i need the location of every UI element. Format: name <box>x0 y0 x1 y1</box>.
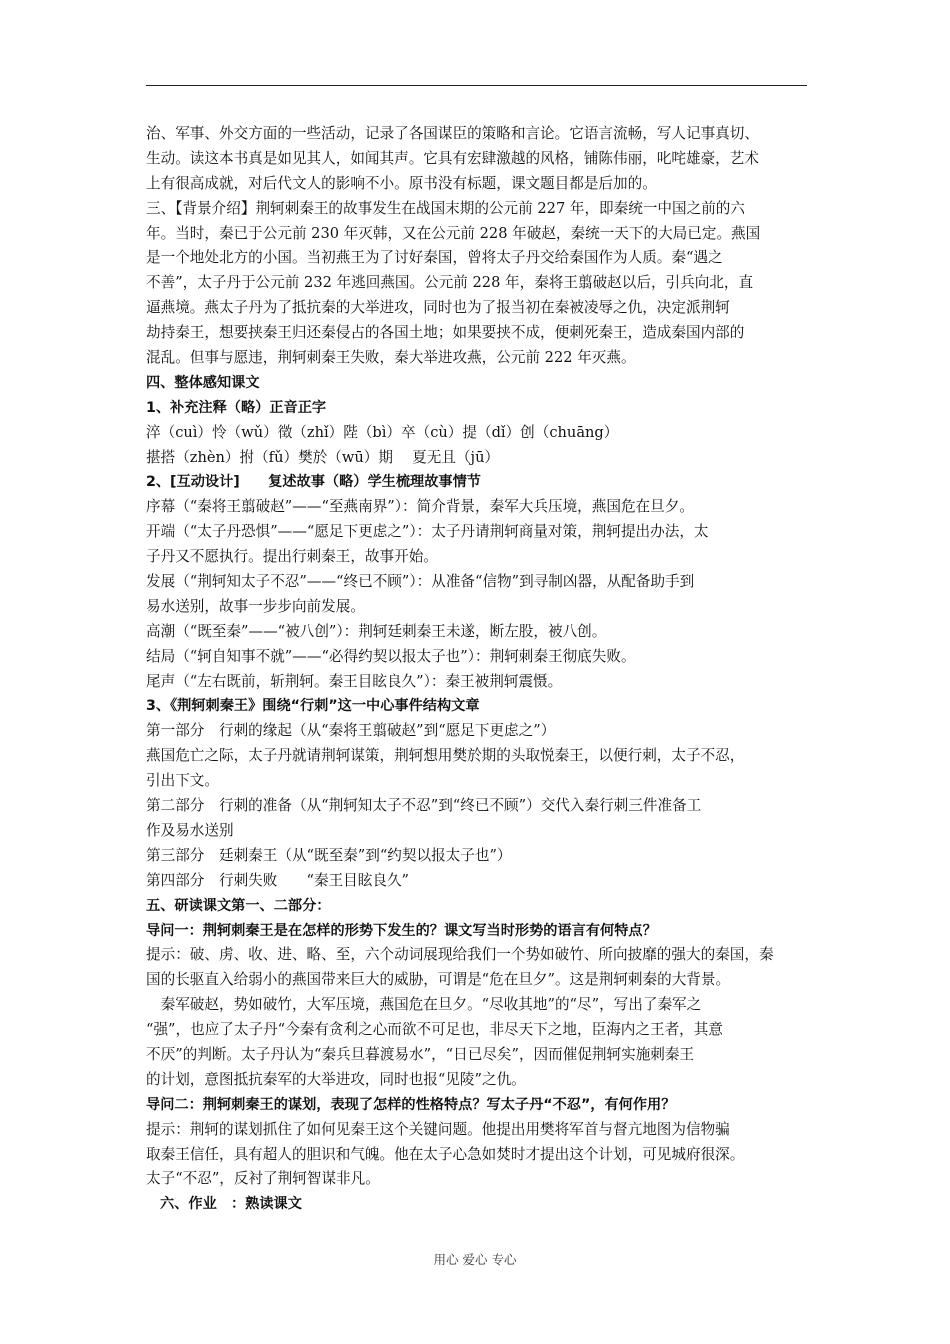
section-heading: 六、作业 ：熟读课文 <box>160 1196 302 1213</box>
text-line: 提示：破、虏、收、进、略、至，六个动词展现给我们一个势如破竹、所向披靡的强大的秦国，秦 <box>146 946 774 964</box>
text-line: 发展（“荆轲知太子不忍”——“终已不顾”）：从准备“信物”到寻制凶器，从配备助手到 <box>146 573 695 591</box>
text-line: 的计划，意图抵抗秦军的大举进攻，同时也报“见陵”之仇。 <box>146 1070 526 1088</box>
document-body <box>146 122 810 1217</box>
text-line: 第三部分 廷刺秦王（从“既至秦”到“约契以报太子也”） <box>146 846 512 864</box>
text-line: 子丹又不愿执行。提出行刺秦王，故事开始。 <box>146 548 438 566</box>
text-line: 淬（cuì）怜（wǔ）徵（zhǐ）陛（bì）卒（cù）提（dǐ）创（chuāng） <box>146 423 619 441</box>
text-line: 太子“不忍”，反衬了荆轲智谋非凡。 <box>146 1170 380 1188</box>
section-heading: 四、整体感知课文 <box>146 374 260 391</box>
text-line: 开端（“太子丹恐惧”——“愿足下更虑之”）：太子丹请荆轲商量对策，荆轲提出办法，太 <box>146 523 709 541</box>
text-line: 逼燕境。燕太子丹为了抵抗秦的大举进攻，同时也为了报当初在秦被凌辱之仇，决定派荆轲 <box>146 299 730 317</box>
section-heading: 五、研读课文第一、二部分： <box>146 897 331 914</box>
text-line: 第一部分 行刺的缘起（从“秦将王翦破赵”到“愿足下更虑之”） <box>146 722 556 740</box>
text-line: 劫持秦王，想要挟秦王归还秦侵占的各国土地；如果要挟不成，便刺死秦王，造成秦国内部的 <box>146 324 745 342</box>
text-line: 引出下文。 <box>146 772 219 790</box>
text-line: 序幕（“秦将王翦破赵”——“至燕南界”）：简介背景，秦军大兵压境，燕国危在旦夕。 <box>146 498 694 516</box>
text-line: 结局（“轲自知事不就”——“必得约契以报太子也”）：荆轲刺秦王彻底失败。 <box>146 647 636 665</box>
page-footer: 用心 爱心 专心 <box>433 1252 517 1267</box>
text-line: 混乱。但事与愿违，荆轲刺秦王失败，秦大举进攻燕，公元前 222 年灭燕。 <box>146 349 636 367</box>
text-line: 高潮（“既至秦”——“被八创”）：荆轲廷刺秦王未遂，断左股，被八创。 <box>146 622 607 640</box>
text-line: 作及易水送别 <box>146 821 234 839</box>
text-line: 国的长驱直入给弱小的燕国带来巨大的威胁，可谓是“危在旦夕”。这是荆轲刺秦的大背景。 <box>146 971 731 989</box>
text-line: 是一个地处北方的小国。当初燕王为了讨好秦国，曾将太子丹交给秦国作为人质。秦“遇之 <box>146 249 723 267</box>
text-line: 揕搭（zhèn）拊（fǔ）樊於（wū）期 夏无且（jū） <box>146 448 500 466</box>
text-line: 第四部分 行刺失败 “秦王目眩良久” <box>146 871 410 889</box>
text-line: 上有很高成就，对后代文人的影响不小。原书没有标题，课文题目都是后加的。 <box>146 174 657 192</box>
text-line: 不善”，太子丹于公元前 232 年逃回燕国。公元前 228 年，秦将王翦破赵以后，引兵向北，直 <box>146 274 754 292</box>
section-heading: 2、[互动设计] 复述故事（略）学生梳理故事情节 <box>146 474 481 491</box>
text-line: “强”，也应了太子丹“今秦有贪利之心而欲不可足也，非尽天下之地，臣海内之王者，其意 <box>146 1021 723 1039</box>
text-line: 易水送别，故事一步步向前发展。 <box>146 597 365 615</box>
text-line: 取秦王信任，具有超人的胆识和气魄。他在太子心急如焚时才提出这个计划，可见城府很深。 <box>146 1145 745 1163</box>
text-line: 治、军事、外交方面的一些活动，记录了各国谋臣的策略和言论。它语言流畅，写人记事真切、 <box>146 125 759 142</box>
text-line: 秦军破赵，势如破竹，大军压境，燕国危在旦夕。“尽收其地”的“尽”，写出了秦军之 <box>146 996 702 1014</box>
text-line: 提示：荆轲的谋划抓住了如何见秦王这个关键问题。他提出用樊将军首与督亢地图为信物骗 <box>146 1120 730 1138</box>
section-heading: 导问一：荆轲刺秦王是在怎样的形势下发生的？课文写当时形势的语言有何特点？ <box>146 922 657 939</box>
header-rule <box>146 85 807 86</box>
text-line: 三、【背景介绍】荆轲刺秦王的故事发生在战国末期的公元前 227 年，即秦统一中国之前的六 <box>146 199 745 217</box>
text-line: 尾声（“左右既前，斩荆轲。秦王目眩良久”）：秦王被荆轲震慑。 <box>146 672 563 690</box>
section-heading: 1、补充注释（略）正音正字 <box>146 399 327 416</box>
text-line: 年。当时，秦已于公元前 230 年灭韩，又在公元前 228 年破赵，秦统一天下的大局已定。燕国 <box>146 224 761 242</box>
text-line: 生动。读这本书真是如见其人，如闻其声。它具有宏肆激越的风格，铺陈伟丽，叱咤雄豪，艺术 <box>146 149 759 167</box>
section-heading: 3、《荆轲刺秦王》围绕“行刺”这一中心事件结构文章 <box>146 698 480 715</box>
text-line: 燕国危亡之际，太子丹就请荆轲谋策，荆轲想用樊於期的头取悦秦王，以便行刺，太子不忍， <box>146 747 745 765</box>
text-line: 第二部分 行刺的准备（从“荆轲知太子不忍”到“终已不顾”）交代入秦行刺三件准备工 <box>146 797 702 815</box>
text-line: 不厌”的判断。太子丹认为“秦兵旦暮渡易水”，“日已尽矣”，因而催促荆轲实施刺秦王 <box>146 1045 695 1063</box>
section-heading: 导问二：荆轲刺秦王的谋划，表现了怎样的性格特点？写太子丹“不忍”，有何作用？ <box>146 1096 676 1113</box>
